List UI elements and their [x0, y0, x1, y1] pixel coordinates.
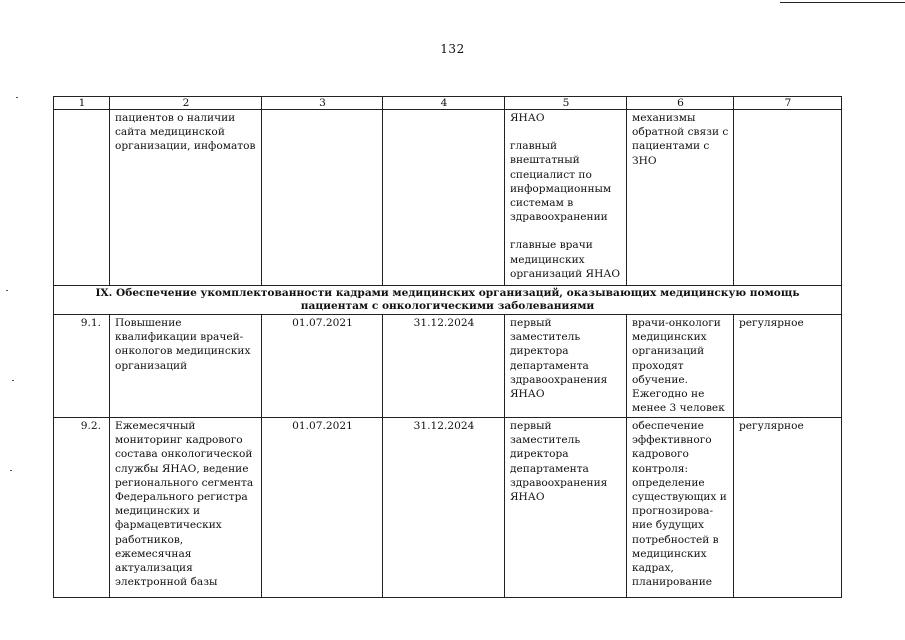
- row-start-date: 01.07.2021: [262, 315, 383, 418]
- row-start-date: 01.07.2021: [262, 418, 383, 598]
- section-row: [54, 286, 842, 315]
- continuation-result-cell: механизмы обратной связи с пациентами с ЗНО: [627, 110, 734, 286]
- table-row: [54, 418, 842, 598]
- page-number: 132: [440, 42, 465, 56]
- section-title: IX. Обеспечение укомплектованности кадрами медицинских организаций, оказывающих медицинскую помощь пациентам с онкологическими заболеваниями: [54, 286, 842, 315]
- plan-table: [53, 96, 842, 598]
- row-result: врачи-онкологи медицинских организаций проходят обучение. Ежегодно не менее 3 человек: [627, 315, 734, 418]
- scan-speck: [6, 290, 8, 291]
- scan-speck: [12, 380, 14, 381]
- table-row: [54, 315, 842, 418]
- continuation-frequency-cell: [734, 110, 842, 286]
- row-action: Повышение квалификации врачей-онкологов медицинских организаций: [110, 315, 262, 418]
- responsible-region: ЯНАО: [510, 112, 545, 124]
- row-frequency: регулярное: [734, 418, 842, 598]
- top-edge-line: [780, 2, 905, 3]
- scan-speck: [10, 470, 12, 471]
- row-frequency: регулярное: [734, 315, 842, 418]
- responsible-chief-doctors: главные врачи медицинских организаций ЯНАО: [510, 239, 621, 280]
- row-number: 9.2.: [54, 418, 110, 598]
- column-number-3: 3: [262, 97, 383, 110]
- continuation-start-cell: [262, 110, 383, 286]
- continuation-responsible-cell: [505, 110, 627, 286]
- row-responsible: первый заместитель директора департамента здравоохранения ЯНАО: [505, 315, 627, 418]
- continuation-num-cell: [54, 110, 110, 286]
- row-responsible: первый заместитель директора департамента здравоохранения ЯНАО: [505, 418, 627, 598]
- column-number-6: 6: [627, 97, 734, 110]
- responsible-chief-specialist: главный внештатный специалист по информационным системам в здравоохранении: [510, 140, 612, 224]
- column-number-4: 4: [383, 97, 505, 110]
- column-number-1: 1: [54, 97, 110, 110]
- row-number: 9.1.: [54, 315, 110, 418]
- row-end-date: 31.12.2024: [383, 418, 505, 598]
- column-number-2: 2: [110, 97, 262, 110]
- scan-speck: [16, 97, 18, 98]
- continuation-row: [54, 110, 842, 286]
- column-number-5: 5: [505, 97, 627, 110]
- continuation-end-cell: [383, 110, 505, 286]
- row-action: Ежемесячный мониторинг кадрового состава онкологической службы ЯНАО, ведение регионального сегмента Федерального регистра медицинских и фармацевтических работников, ежемесячная актуализация электронной базы: [110, 418, 262, 598]
- column-number-row: [54, 97, 842, 110]
- row-result: обеспечение эффективного кадрового контроля: определение существующих и прогнозирова-ние будущих потребностей в медицинских кадрах, планирование: [627, 418, 734, 598]
- continuation-action-cell: пациентов о наличии сайта медицинской организации, инфоматов: [110, 110, 262, 286]
- column-number-7: 7: [734, 97, 842, 110]
- row-end-date: 31.12.2024: [383, 315, 505, 418]
